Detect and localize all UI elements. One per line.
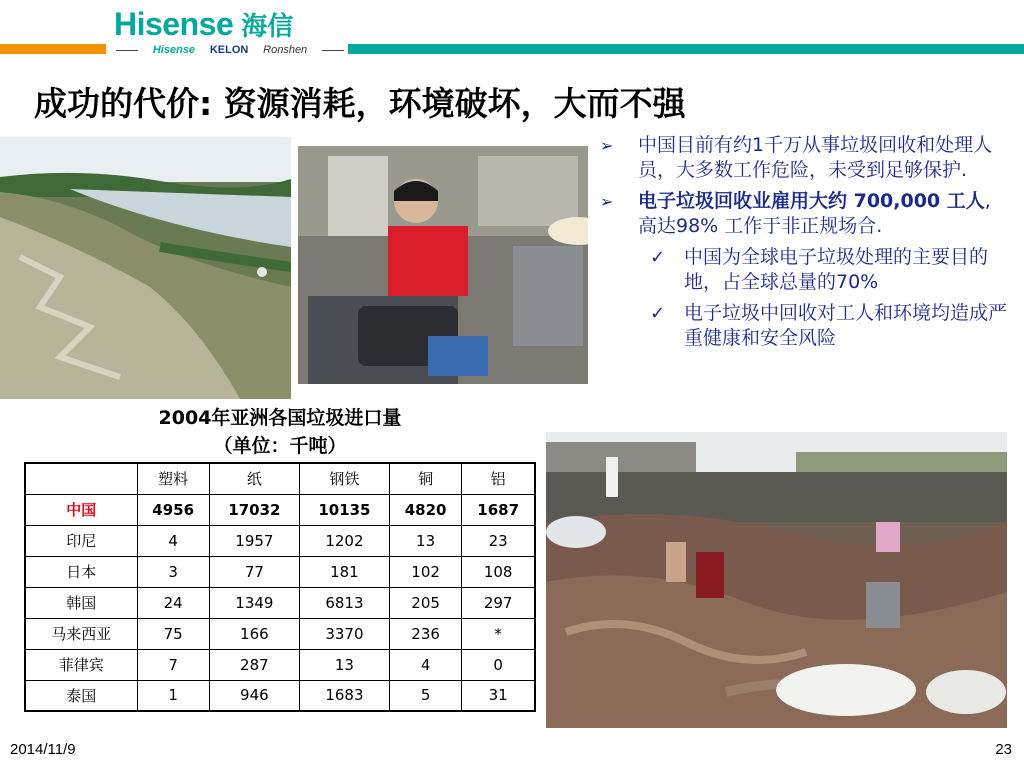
table-cell: 马来西亚 xyxy=(25,618,137,649)
table-cell: 297 xyxy=(462,587,535,618)
table-cell: 1202 xyxy=(299,525,389,556)
check-icon: ✓ xyxy=(650,303,666,324)
sub-bullet-text: 中国为全球电子垃圾处理的主要目的地，占全球总量的70% xyxy=(684,246,989,293)
header-bar-teal xyxy=(348,44,1024,54)
slide-title: 成功的代价: 资源消耗，环境破坏，大而不强 xyxy=(34,84,686,123)
table-cell: 菲律宾 xyxy=(25,649,137,680)
table-cell: 1683 xyxy=(299,680,389,711)
brand-hisense: Hisense xyxy=(152,44,196,56)
column-header: 塑料 xyxy=(137,463,209,494)
table-cell: 印尼 xyxy=(25,525,137,556)
column-header: 铝 xyxy=(462,463,535,494)
table-cell: 75 xyxy=(137,618,209,649)
river-waste-photo xyxy=(0,137,291,399)
table-cell: 4956 xyxy=(137,494,209,525)
table-cell: 7 xyxy=(137,649,209,680)
table-caption xyxy=(24,404,536,460)
table-cell: 166 xyxy=(209,618,299,649)
table-cell: 1687 xyxy=(462,494,535,525)
column-header: 纸 xyxy=(209,463,299,494)
arrow-bullet-icon: ➢ xyxy=(600,192,614,211)
table-row xyxy=(25,680,535,711)
table-cell: 韩国 xyxy=(25,587,137,618)
table-cell: 5 xyxy=(389,680,461,711)
bullet-text: 中国目前有约1千万从事垃圾回收和处理人员，大多数工作危险，未受到足够保护. xyxy=(638,134,993,181)
brand-kelon: KELON xyxy=(209,44,249,56)
table-cell: 102 xyxy=(389,556,461,587)
table-header-row xyxy=(25,463,535,494)
sub-bullet-item xyxy=(600,245,1010,295)
table-cell: 0 xyxy=(462,649,535,680)
table-cell: 日本 xyxy=(25,556,137,587)
column-header: 铜 xyxy=(389,463,461,494)
arrow-bullet-icon: ➢ xyxy=(600,136,614,155)
table-cell: 23 xyxy=(462,525,535,556)
table-cell: 77 xyxy=(209,556,299,587)
table-row xyxy=(25,494,535,525)
table-cell: 4 xyxy=(389,649,461,680)
bullet-item xyxy=(600,189,1010,239)
column-header xyxy=(25,463,137,494)
header-bar-orange xyxy=(0,44,106,54)
table-cell: 6813 xyxy=(299,587,389,618)
bullet-item xyxy=(600,133,1010,183)
bullet-text: , 高达98% 工作于非正规场合. xyxy=(638,190,991,237)
sub-bullet-text: 电子垃圾中回收对工人和环境均造成严重健康和安全风险 xyxy=(684,302,1008,349)
divider xyxy=(322,50,344,51)
page-number: 23 xyxy=(995,741,1012,758)
table-cell: 17032 xyxy=(209,494,299,525)
table-unit: （单位：千吨） xyxy=(213,435,347,457)
brand-ronshen: Ronshen xyxy=(263,44,308,56)
table-row xyxy=(25,587,535,618)
table-cell: 1957 xyxy=(209,525,299,556)
column-header: 钢铁 xyxy=(299,463,389,494)
table-cell: 4 xyxy=(137,525,209,556)
table-cell: 4820 xyxy=(389,494,461,525)
table-cell: 181 xyxy=(299,556,389,587)
table-row xyxy=(25,649,535,680)
table-cell: 13 xyxy=(389,525,461,556)
brand-row xyxy=(116,42,344,58)
table-cell: 10135 xyxy=(299,494,389,525)
workers-photo xyxy=(298,146,588,384)
table-title: 2004年亚洲各国垃圾进口量 xyxy=(158,407,402,429)
table-cell: 3 xyxy=(137,556,209,587)
logo-text-en: Hisense xyxy=(114,5,234,42)
table-cell: 3370 xyxy=(299,618,389,649)
table-row xyxy=(25,556,535,587)
table-cell: 946 xyxy=(209,680,299,711)
logo-text-cn: 海信 xyxy=(241,11,294,42)
bullet-lead-text: 电子垃圾回收业雇用大约 700,000 工人 xyxy=(638,190,985,212)
table-cell: 中国 xyxy=(25,494,137,525)
check-icon: ✓ xyxy=(650,247,666,268)
table-cell: 108 xyxy=(462,556,535,587)
bullet-list xyxy=(600,133,1010,357)
table-cell: 1349 xyxy=(209,587,299,618)
waste-import-table xyxy=(24,462,536,712)
hisense-logo xyxy=(114,6,293,42)
table-cell: 31 xyxy=(462,680,535,711)
table-cell: 13 xyxy=(299,649,389,680)
table-cell: 287 xyxy=(209,649,299,680)
divider xyxy=(116,50,138,51)
sub-bullet-item xyxy=(600,301,1010,351)
table-row xyxy=(25,618,535,649)
table-cell: * xyxy=(462,618,535,649)
footer-date: 2014/11/9 xyxy=(10,741,76,758)
table-cell: 1 xyxy=(137,680,209,711)
table-cell: 24 xyxy=(137,587,209,618)
table-cell: 236 xyxy=(389,618,461,649)
table-row xyxy=(25,525,535,556)
table-cell: 泰国 xyxy=(25,680,137,711)
e-waste-dump-photo xyxy=(546,432,1007,728)
table-cell: 205 xyxy=(389,587,461,618)
